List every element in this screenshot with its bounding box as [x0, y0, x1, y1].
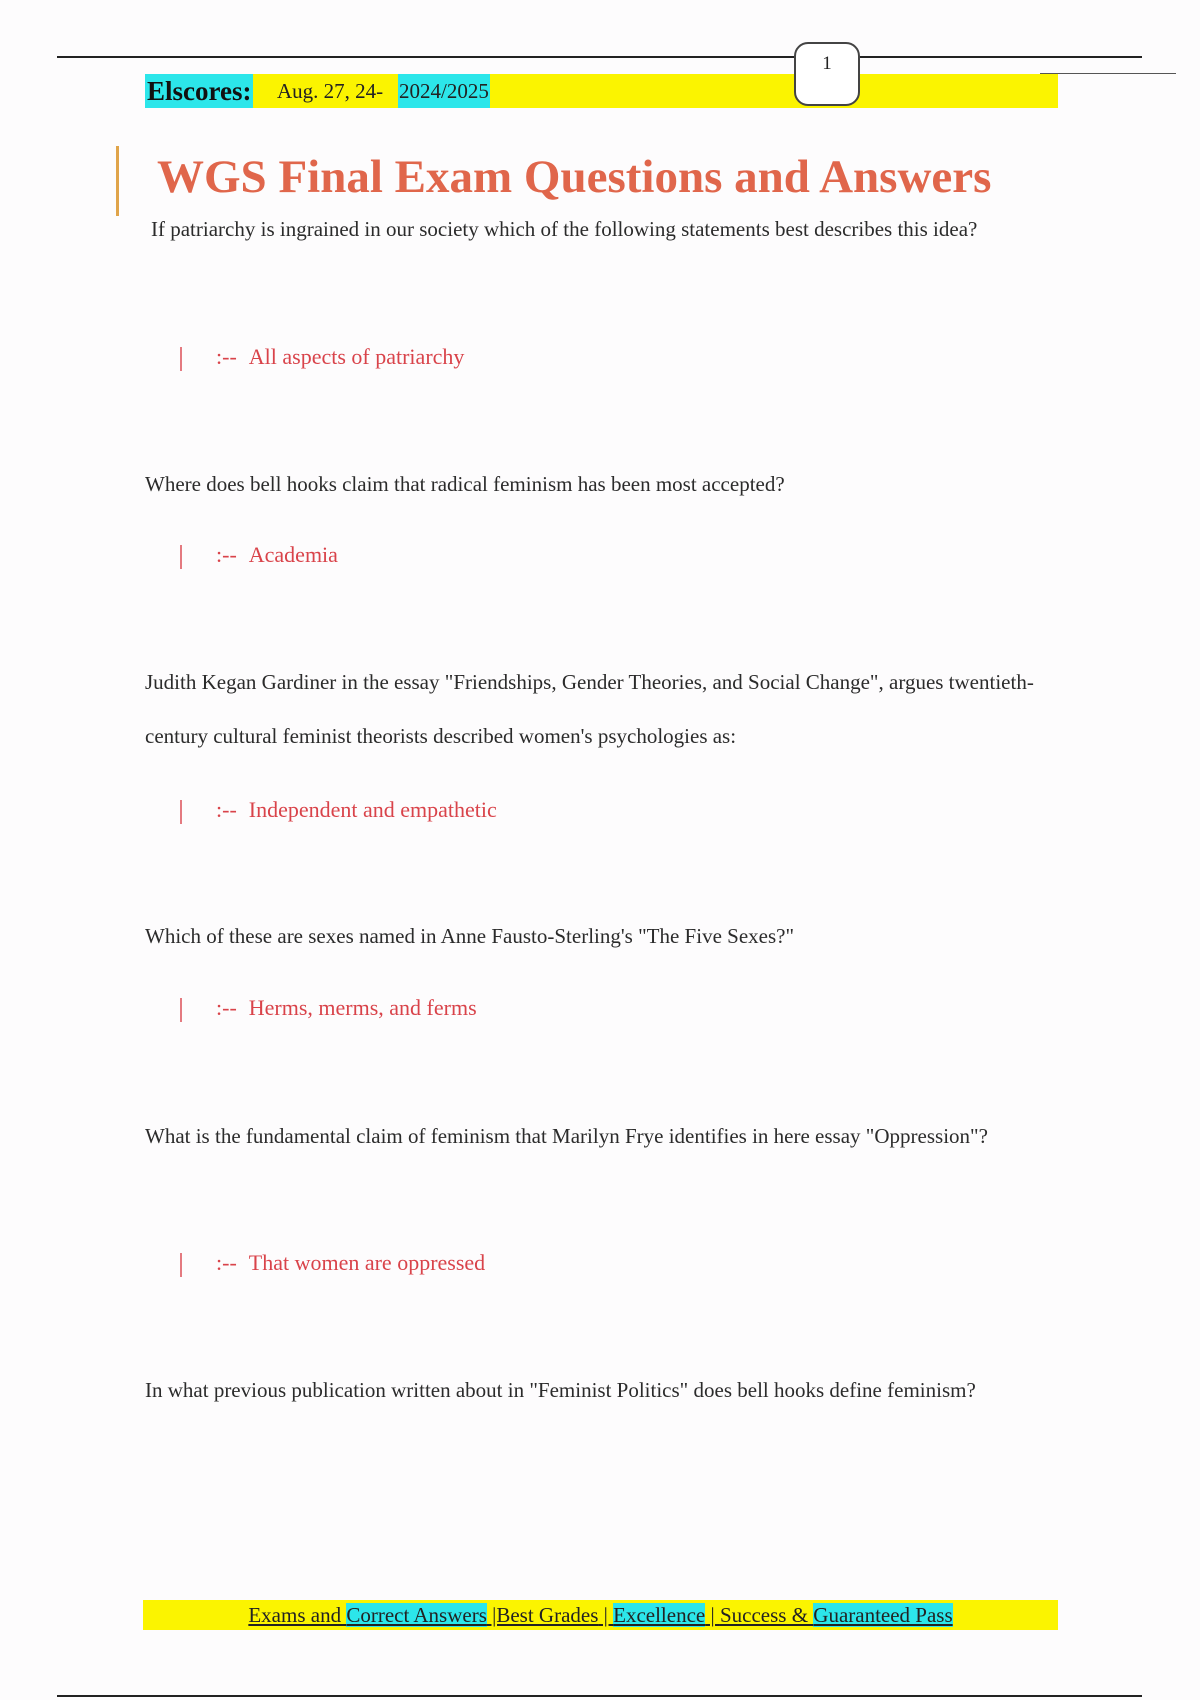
- answer-text: Academia: [248, 542, 338, 567]
- footer-guaranteed-pass: Guaranteed Pass: [813, 1603, 953, 1627]
- answer-5: [180, 1248, 485, 1278]
- answer-marker: :--: [216, 344, 237, 369]
- footer-separator: |: [705, 1603, 720, 1627]
- footer-success: Success &: [719, 1603, 814, 1627]
- answer-text: Herms, merms, and ferms: [248, 995, 477, 1020]
- page-number: 1: [794, 42, 860, 106]
- answer-2: [180, 540, 338, 570]
- answer-3: [180, 795, 497, 825]
- bottom-rule: [57, 1695, 1142, 1697]
- footer-exams-and: Exams and: [248, 1603, 347, 1627]
- footer-banner: [143, 1600, 1058, 1630]
- top-rule: [57, 56, 1142, 58]
- answer-marker: :--: [216, 995, 237, 1020]
- footer-separator: |: [598, 1603, 614, 1627]
- title-accent-bar: [116, 146, 119, 216]
- question-1: If patriarchy is ingrained in our society which of the following statements best describes this idea?: [151, 217, 978, 241]
- answer-bar: [180, 800, 182, 824]
- header-brand: Elscores:: [147, 76, 252, 106]
- answer-bar: [180, 998, 182, 1022]
- answer-marker: :--: [216, 797, 237, 822]
- answer-text: All aspects of patriarchy: [248, 344, 465, 369]
- header-year: 2024/2025: [398, 74, 490, 108]
- answer-marker: :--: [216, 542, 237, 567]
- top-rule-extension: [1040, 73, 1176, 74]
- footer-excellence: Excellence: [613, 1603, 706, 1627]
- answer-text: Independent and empathetic: [248, 797, 497, 822]
- answer-bar: [180, 347, 182, 371]
- page-title: WGS Final Exam Questions and Answers: [157, 151, 992, 203]
- question-4: Which of these are sexes named in Anne Fausto-Sterling's "The Five Sexes?": [145, 924, 795, 948]
- question-6: In what previous publication written about in "Feminist Politics" does bell hooks define feminism?: [145, 1378, 976, 1402]
- question-3: Judith Kegan Gardiner in the essay "Friendships, Gender Theories, and Social Change", argues twentieth-century cultural feminist theorists described women's psychologies as:: [145, 670, 1034, 748]
- answer-marker: :--: [216, 1250, 237, 1275]
- question-2: Where does bell hooks claim that radical feminism has been most accepted?: [145, 472, 785, 496]
- answer-1: [180, 342, 464, 372]
- question-5: What is the fundamental claim of feminism that Marilyn Frye identifies in here essay "Oppression"?: [145, 1124, 988, 1148]
- answer-text: That women are oppressed: [248, 1250, 486, 1275]
- answer-bar: [180, 1253, 182, 1277]
- answer-bar: [180, 545, 182, 569]
- answer-4: [180, 993, 477, 1023]
- footer-correct-answers: Correct Answers: [346, 1603, 487, 1627]
- header-date: Aug. 27, 24-: [277, 79, 384, 103]
- footer-best-grades: |Best Grades: [486, 1603, 599, 1627]
